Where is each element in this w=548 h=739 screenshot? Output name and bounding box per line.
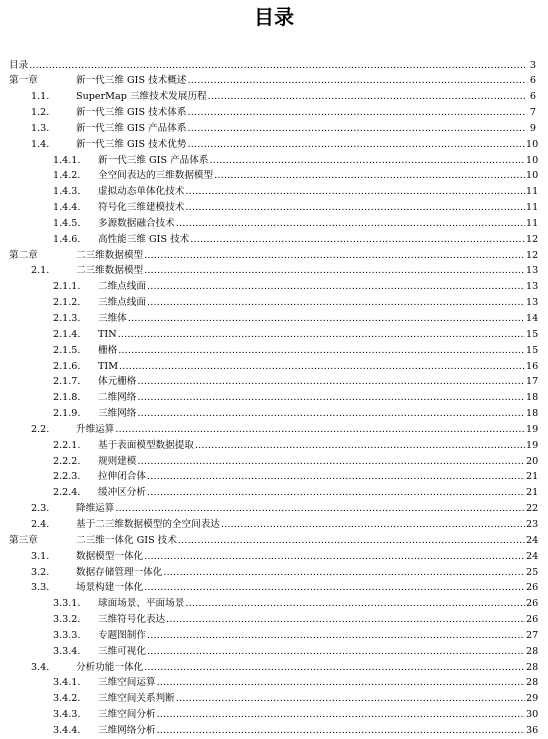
dot-leader [147, 469, 525, 485]
dot-leader [166, 612, 525, 628]
dot-leader [214, 168, 525, 184]
toc-entry[interactable] [9, 485, 539, 501]
toc-entry-page-number: 21 [526, 487, 539, 499]
toc-entry-number: 2.1.9. [53, 408, 81, 420]
dot-leader [147, 279, 525, 295]
dot-leader [137, 374, 525, 390]
toc-entry-title[interactable]: 三维空间分析 [98, 707, 157, 723]
toc-entry-page-number: 16 [526, 360, 539, 372]
dot-leader [128, 311, 525, 327]
toc-entry-number: 2.1.3. [53, 313, 81, 324]
toc-entry-number: 3.3.2. [53, 614, 81, 626]
toc-entry[interactable] [9, 612, 539, 628]
toc-entry[interactable] [9, 374, 539, 390]
toc-entry[interactable] [9, 438, 539, 454]
toc-entry-page-number: 17 [526, 376, 539, 388]
toc-entry-number: 3.3.3. [53, 629, 81, 641]
toc-entry-title[interactable]: 新一代三维 GIS 技术优势 [76, 137, 187, 153]
toc-entry[interactable] [9, 216, 539, 232]
toc-entry-title[interactable]: 场景构建一体化 [76, 580, 144, 596]
toc-entry[interactable] [9, 58, 536, 74]
dot-leader [208, 89, 525, 105]
dot-leader [195, 438, 525, 454]
toc-entry[interactable] [9, 248, 539, 264]
toc-entry[interactable] [9, 279, 539, 295]
toc-entry-number: 3.3.1. [53, 598, 81, 610]
toc-entry[interactable] [9, 406, 539, 422]
toc-entry-page-number: 7 [529, 107, 536, 119]
toc-entry-page-number: 15 [526, 328, 539, 340]
toc-entry-page-number: 30 [526, 709, 539, 721]
toc-entry-page-number: 18 [526, 408, 539, 420]
toc-entry-number: 1.3. [31, 122, 50, 134]
dot-leader [137, 390, 525, 406]
toc-entry-title[interactable]: TIN [98, 327, 118, 343]
toc-entry[interactable] [9, 89, 536, 105]
toc-entry-page-number: 18 [526, 392, 539, 404]
toc-entry[interactable] [9, 675, 539, 691]
toc-entry-title[interactable]: 二三维数据模型 [76, 248, 144, 264]
toc-entry-title[interactable]: 数据存储管理一体化 [76, 565, 163, 581]
toc-entry-number: 3.3. [31, 582, 50, 594]
toc-entry-page-number: 10 [526, 154, 539, 166]
dot-leader [185, 184, 525, 200]
toc-entry-page-number: 12 [526, 249, 539, 261]
dot-leader [137, 406, 525, 422]
toc-entry-number: 1.4. [31, 138, 50, 150]
dot-leader [187, 105, 525, 121]
toc-entry[interactable] [9, 469, 539, 485]
toc-entry-title[interactable]: 基于二三维数据模型的全空间表达 [76, 517, 221, 533]
toc-entry-page-number: 19 [526, 423, 539, 435]
toc-entry-title[interactable]: 虚拟动态单体化技术 [98, 184, 185, 200]
toc-entry[interactable] [9, 565, 539, 581]
toc-entry[interactable] [9, 184, 539, 200]
toc-entry-number: 2.1.1. [53, 281, 81, 293]
toc-entry-page-number: 26 [526, 614, 539, 626]
toc-entry-page-number: 6 [529, 75, 536, 87]
toc-entry-page-number: 36 [526, 724, 539, 736]
toc-entry-page-number: 19 [526, 439, 539, 451]
dot-leader [118, 327, 525, 343]
toc-entry-title[interactable]: 三维空间运算 [98, 675, 157, 691]
toc-entry-title[interactable]: 三维网络 [98, 406, 137, 422]
toc-entry-number: 3.4. [31, 661, 50, 673]
dot-leader [176, 691, 525, 707]
dot-leader [209, 153, 525, 169]
toc-entry-number: 2.2.4. [53, 487, 81, 499]
toc-entry-title[interactable]: 栅格 [98, 343, 118, 359]
toc-entry-number: 第三章 [9, 534, 38, 546]
table-of-contents [9, 58, 539, 739]
toc-entry-page-number: 28 [526, 677, 539, 689]
toc-entry-number: 1.4.2. [53, 170, 81, 182]
toc-entry-page-number: 14 [526, 313, 539, 324]
dot-leader [144, 263, 525, 279]
toc-entry-number: 1.4.3. [53, 186, 81, 198]
toc-entry-title[interactable]: 基于表面模型数据提取 [98, 438, 195, 454]
toc-entry-title[interactable]: TIM [98, 359, 119, 375]
toc-entry-number: 2.1.7. [53, 376, 81, 388]
dot-leader [163, 565, 525, 581]
toc-entry-page-number: 29 [526, 693, 539, 705]
dot-leader [115, 422, 525, 438]
toc-entry-page-number: 21 [526, 471, 539, 483]
toc-entry[interactable] [9, 153, 539, 169]
toc-entry-number: 3.4.1. [53, 677, 81, 689]
dot-leader [185, 200, 525, 216]
toc-entry[interactable] [9, 263, 539, 279]
toc-entry[interactable] [9, 580, 539, 596]
toc-entry-page-number: 11 [526, 217, 539, 229]
toc-entry-number: 3.3.4. [53, 645, 81, 657]
toc-entry[interactable] [9, 628, 539, 644]
toc-entry-page-number: 24 [526, 550, 539, 562]
dot-leader [147, 628, 525, 644]
dot-leader [157, 675, 525, 691]
toc-entry-page-number: 10 [526, 170, 539, 182]
dot-leader [178, 533, 525, 549]
toc-entry-title[interactable]: 球面场景、平面场景 [98, 596, 185, 612]
toc-entry-page-number: 27 [526, 629, 539, 641]
toc-entry-page-number: 9 [529, 122, 536, 134]
dot-leader [185, 596, 525, 612]
toc-entry-number: 3.4.4. [53, 724, 81, 736]
dot-leader [187, 73, 525, 89]
toc-entry-title[interactable]: 新一代三维 GIS 产品体系 [98, 153, 209, 169]
toc-entry-title[interactable]: 缓冲区分析 [98, 485, 147, 501]
toc-entry-title[interactable]: SuperMap 三维技术发展历程 [76, 89, 208, 105]
toc-entry-title[interactable]: 目录 [9, 58, 29, 74]
toc-entry-page-number: 28 [526, 661, 539, 673]
dot-leader [118, 343, 525, 359]
page-title: 目录 [254, 5, 294, 29]
toc-entry[interactable] [9, 596, 539, 612]
toc-entry-page-number: 13 [526, 297, 539, 309]
toc-entry-number: 1.1. [31, 91, 50, 103]
toc-entry-title[interactable]: 高性能三维 GIS 技术 [98, 232, 190, 248]
toc-entry-page-number: 22 [526, 503, 539, 515]
toc-entry-number: 2.1.8. [53, 392, 81, 404]
dot-leader [29, 58, 525, 74]
dot-leader [115, 501, 525, 517]
toc-entry-page-number: 6 [529, 91, 536, 103]
toc-entry-page-number: 11 [526, 186, 539, 198]
toc-entry[interactable] [9, 390, 539, 406]
toc-entry[interactable] [9, 295, 539, 311]
toc-entry-title[interactable]: 符号化三维建模技术 [98, 200, 185, 216]
toc-entry-number: 3.1. [31, 550, 50, 562]
toc-entry[interactable] [9, 422, 539, 438]
toc-entry[interactable] [9, 549, 539, 565]
dot-leader [187, 121, 525, 137]
toc-entry-title[interactable]: 分析功能一体化 [76, 660, 144, 676]
toc-entry-number: 第二章 [9, 249, 38, 261]
toc-entry-title[interactable]: 二维网络 [98, 390, 137, 406]
toc-entry-title[interactable]: 三维符号化表达 [98, 612, 166, 628]
dot-leader [147, 295, 525, 311]
toc-entry[interactable] [9, 517, 539, 533]
toc-entry[interactable] [9, 327, 539, 343]
toc-entry-title[interactable]: 二三维一体化 GIS 技术 [76, 533, 178, 549]
toc-entry-number: 1.2. [31, 107, 50, 119]
toc-entry-title[interactable]: 新一代三维 GIS 技术概述 [76, 73, 187, 89]
dot-leader [137, 454, 525, 470]
toc-entry[interactable] [9, 501, 539, 517]
toc-entry-number: 1.4.4. [53, 202, 81, 214]
toc-entry-number: 2.1.2. [53, 297, 81, 309]
toc-entry-title[interactable]: 降维运算 [76, 501, 115, 517]
toc-entry[interactable] [9, 121, 536, 137]
toc-entry[interactable] [9, 707, 539, 723]
dot-leader [221, 517, 525, 533]
toc-entry-number: 2.1.6. [53, 360, 81, 372]
toc-entry-number: 2.1.5. [53, 344, 81, 356]
toc-entry-page-number: 23 [526, 518, 539, 530]
toc-entry-page-number: 3 [529, 59, 536, 71]
toc-entry-title[interactable]: 拉伸闭合体 [98, 469, 147, 485]
dot-leader [187, 137, 525, 153]
dot-leader [147, 644, 525, 660]
toc-entry-title[interactable]: 数据模型一体化 [76, 549, 144, 565]
toc-entry-title[interactable]: 二三维数据模型 [76, 263, 144, 279]
toc-entry-number: 2.3. [31, 503, 50, 515]
toc-entry-number: 1.4.6. [53, 233, 81, 245]
toc-entry-title[interactable]: 体元栅格 [98, 374, 137, 390]
toc-entry-title[interactable]: 二维点线面 [98, 279, 147, 295]
toc-entry-number: 3.2. [31, 566, 50, 578]
toc-entry-page-number: 12 [526, 233, 539, 245]
toc-entry[interactable] [9, 105, 536, 121]
dot-leader [144, 660, 525, 676]
dot-leader [144, 248, 525, 264]
toc-entry-page-number: 26 [526, 598, 539, 610]
toc-entry[interactable] [9, 454, 539, 470]
toc-entry[interactable] [9, 660, 539, 676]
toc-entry-page-number: 13 [526, 281, 539, 293]
toc-entry-title[interactable]: 三维点线面 [98, 295, 147, 311]
toc-entry-number: 2.1. [31, 265, 50, 277]
toc-entry-title[interactable]: 规则建模 [98, 454, 137, 470]
toc-entry-page-number: 28 [526, 645, 539, 657]
dot-leader [190, 232, 525, 248]
toc-entry[interactable] [9, 73, 536, 89]
dot-leader [147, 485, 525, 501]
toc-entry-number: 1.4.1. [53, 154, 81, 166]
toc-entry-number: 3.4.3. [53, 709, 81, 721]
dot-leader [157, 723, 525, 739]
toc-entry[interactable] [9, 533, 539, 549]
toc-entry[interactable] [9, 644, 539, 660]
dot-leader [119, 359, 525, 375]
toc-entry-number: 第一章 [9, 75, 38, 87]
toc-entry-title[interactable]: 三维可视化 [98, 644, 147, 660]
toc-entry[interactable] [9, 168, 539, 184]
toc-entry-title[interactable]: 全空间表达的三维数据模型 [98, 168, 214, 184]
toc-entry-page-number: 11 [526, 202, 539, 214]
toc-entry[interactable] [9, 723, 539, 739]
toc-entry-title[interactable]: 专题图制作 [98, 628, 147, 644]
toc-entry-title[interactable]: 三维空间关系判断 [98, 691, 176, 707]
toc-entry-number: 2.2. [31, 423, 50, 435]
toc-entry[interactable] [9, 232, 539, 248]
toc-entry[interactable] [9, 343, 539, 359]
toc-entry-title[interactable]: 新一代三维 GIS 产品体系 [76, 121, 187, 137]
toc-entry-number: 2.2.1. [53, 439, 81, 451]
dot-leader [176, 216, 525, 232]
toc-entry-title[interactable]: 三维网络分析 [98, 723, 157, 739]
toc-entry-title[interactable]: 升维运算 [76, 422, 115, 438]
toc-entry-number: 2.2.2. [53, 455, 81, 467]
toc-entry-title[interactable]: 新一代三维 GIS 技术体系 [76, 105, 187, 121]
toc-entry-number: 1.4.5. [53, 217, 81, 229]
dot-leader [144, 580, 525, 596]
dot-leader [144, 549, 525, 565]
toc-entry-number: 3.4.2. [53, 693, 81, 705]
toc-entry-title[interactable]: 多源数据融合技术 [98, 216, 176, 232]
toc-entry[interactable] [9, 691, 539, 707]
toc-entry-page-number: 20 [526, 455, 539, 467]
toc-entry-page-number: 24 [526, 534, 539, 546]
toc-entry[interactable] [9, 359, 539, 375]
toc-entry-page-number: 15 [526, 344, 539, 356]
toc-entry[interactable] [9, 137, 539, 153]
toc-entry-title[interactable]: 三维体 [98, 311, 128, 327]
toc-entry[interactable] [9, 200, 539, 216]
dot-leader [157, 707, 525, 723]
toc-entry-number: 2.4. [31, 518, 50, 530]
toc-entry-page-number: 10 [526, 138, 539, 150]
toc-entry[interactable] [9, 311, 539, 327]
toc-entry-number: 2.2.3. [53, 471, 81, 483]
toc-entry-number: 2.1.4. [53, 328, 81, 340]
toc-entry-page-number: 26 [526, 582, 539, 594]
toc-entry-page-number: 13 [526, 265, 539, 277]
toc-entry-page-number: 25 [526, 566, 539, 578]
